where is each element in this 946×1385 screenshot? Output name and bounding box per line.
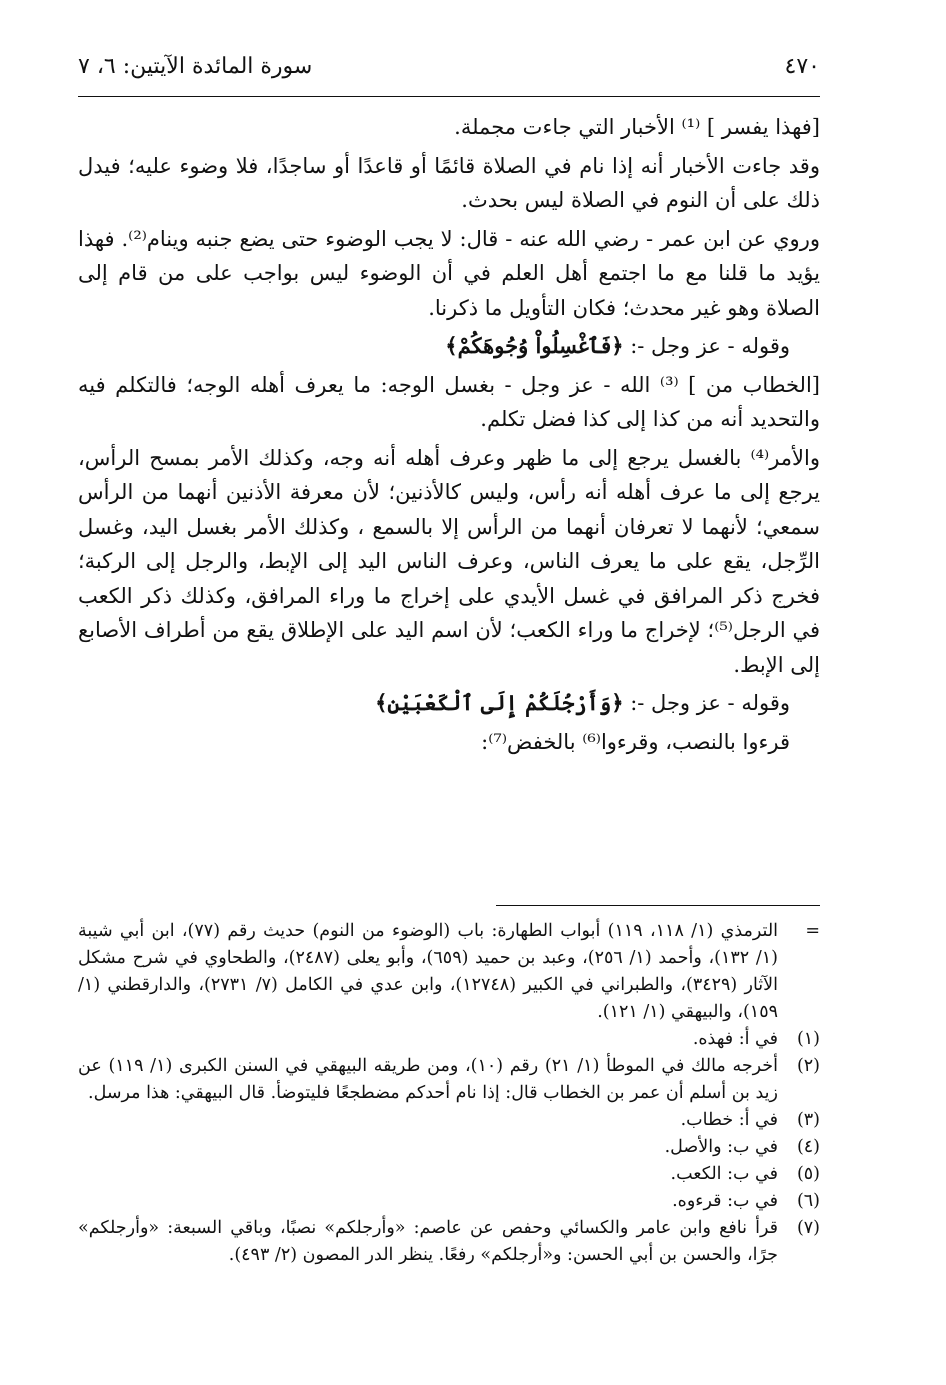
paragraph: وروي عن ابن عمر - رضي الله عنه - قال: لا يجب الوضوء حتى يضع جنبه وينام⁽²⁾. فهذا يؤيد ما قلنا مع ما اجتمع أهل العلم في أن الوضوء ليس بواجب على من قام إلى الصلاة وهو غير محدث؛ فكان التأويل ما ذكرنا. — [78, 226, 820, 320]
footnote-text: قرأ نافع وابن عامر والكسائي وحفص عن عاصم: «وأرجلكم» نصبًا، وباقي السبعة: «وأرجلكم» جرًا، والحسن بن أبي الحسن: و«أرجلكم» رفعًا. ينظر الدر المصون (٢/ ٤٩٣). — [78, 1218, 778, 1265]
page-number: ٤٧٠ — [784, 54, 820, 79]
footnotes — [78, 918, 820, 1269]
paragraph: وقد جاءت الأخبار أنه إذا نام في الصلاة قائمًا أو قاعدًا أو ساجدًا، فلا وضوء عليه؛ فيدل ذلك على أن النوم في الصلاة ليس بحدث. — [78, 153, 820, 212]
book-page — [78, 40, 820, 1265]
running-title: سورة المائدة الآيتين: ٦، ٧ — [78, 54, 313, 79]
footnote-item — [78, 1107, 820, 1134]
paragraph: [الخطاب من ] ⁽³⁾ الله - عز وجل - بغسل الوجه: ما يعرف أهله الوجه؛ فالتكلم فيه والتحديد أنه من كذا إلى كذا فضل تكلم. — [78, 372, 820, 431]
footnote-item — [78, 1188, 820, 1215]
main-text — [78, 110, 820, 763]
footnote-number: (١) — [796, 1029, 820, 1049]
paragraph: [فهذا يفسر ] ⁽¹⁾ الأخبار التي جاءت مجملة. — [454, 115, 820, 139]
footnote-number: (٣) — [796, 1110, 820, 1130]
footnote-text: في ب: قرءوه. — [672, 1191, 778, 1211]
footnote-text: في ب: الكعب. — [670, 1164, 778, 1184]
header-rule — [78, 96, 820, 97]
footnote-continuation — [78, 918, 820, 1026]
footnote-number: (٤) — [796, 1137, 820, 1157]
footnote-item — [78, 1053, 820, 1107]
footnote-number: (٧) — [796, 1218, 820, 1238]
verse-intro: وقوله - عز وجل -: — [630, 691, 790, 715]
footnote-number: (٦) — [796, 1191, 820, 1211]
paragraph: قرءوا بالنصب، وقرءوا⁽⁶⁾ بالخفض⁽⁷⁾: — [481, 729, 790, 754]
footnote-text: أخرجه مالك في الموطأ (١/ ٢١) رقم (١٠)، ومن طريقه البيهقي في السنن الكبرى (١/ ١١٩) عن زيد بن أسلم أن عمر بن الخطاب قال: إذا نام أحدكم مضطجعًا فليتوضأ. قال البيهقي: هذا مرسل. — [78, 1056, 778, 1103]
footnote-text: في أ: خطاب. — [680, 1110, 778, 1130]
paragraph: والأمر⁽⁴⁾ بالغسل يرجع إلى ما ظهر وعرف أهله أنه وجه، وكذلك الأمر بمسح الرأس، يرجع إلى ما عرف أهله أنه رأس، وليس كالأذنين؛ لأن معرفة الأذنين أنهما من الرأس سمعي؛ لأنهما لا تعرفان أنهما من الرأس إلا بالسمع ، وكذلك الأمر بغسل اليد، وغسل الرِّجل، يقع على ما يعرف الناس، وعرف الناس اليد إلى الإبط، والرجل إلى الركبة؛ فخرج ذكر المرافق في غسل الأيدي على إخراج ما وراء المرافق، وكذلك ذكر الكعب في الرجل⁽⁵⁾؛ لإخراج ما وراء الكعب؛ لأن اسم اليد على الإطلاق يقع من أطراف الأصابع إلى الإبط. — [78, 445, 820, 677]
footnote-text: في ب: والأصل. — [664, 1137, 778, 1157]
quran-verse: ﴿فَٱغْسِلُواْ وُجُوهَكُمْ﴾ — [445, 333, 624, 358]
verse-intro: وقوله - عز وجل -: — [630, 334, 790, 358]
running-header — [78, 40, 820, 86]
footnote-item — [78, 1161, 820, 1188]
footnote-separator — [496, 905, 820, 906]
footnote-continuation-text: الترمذي (١/ ١١٨، ١١٩) أبواب الطهارة: باب (الوضوء من النوم) حديث رقم (٧٧)، ابن أبي شيبة (١/ ١٣٢)، وأحمد (١/ ٢٥٦)، وعبد بن حميد (٦٥٩)، وأبو يعلى (٢٤٨٧)، والطحاوي في شرح مشكل الآثار (٣٤٢٩)، والطبراني في الكبير (١٢٧٤٨)، وابن عدي في الكامل (٧/ ٢٧٣١)، والدارقطني (١/ ١٥٩)، والبيهقي (١/ ١٢١). — [78, 921, 779, 1022]
verse-paragraph — [78, 329, 820, 364]
verse-paragraph — [78, 686, 820, 721]
footnote-number: (٥) — [796, 1164, 820, 1184]
footnote-item — [78, 1215, 820, 1269]
footnote-item — [78, 1026, 820, 1053]
footnote-item — [78, 1134, 820, 1161]
footnote-continuation-mark: = — [805, 921, 820, 941]
footnote-number: (٢) — [796, 1056, 820, 1076]
quran-verse: ﴿وَأَرْجُلَكُمْ إِلَى ٱلْكَعْبَيْنِ﴾ — [375, 690, 624, 715]
footnote-text: في أ: فهذه. — [692, 1029, 778, 1049]
